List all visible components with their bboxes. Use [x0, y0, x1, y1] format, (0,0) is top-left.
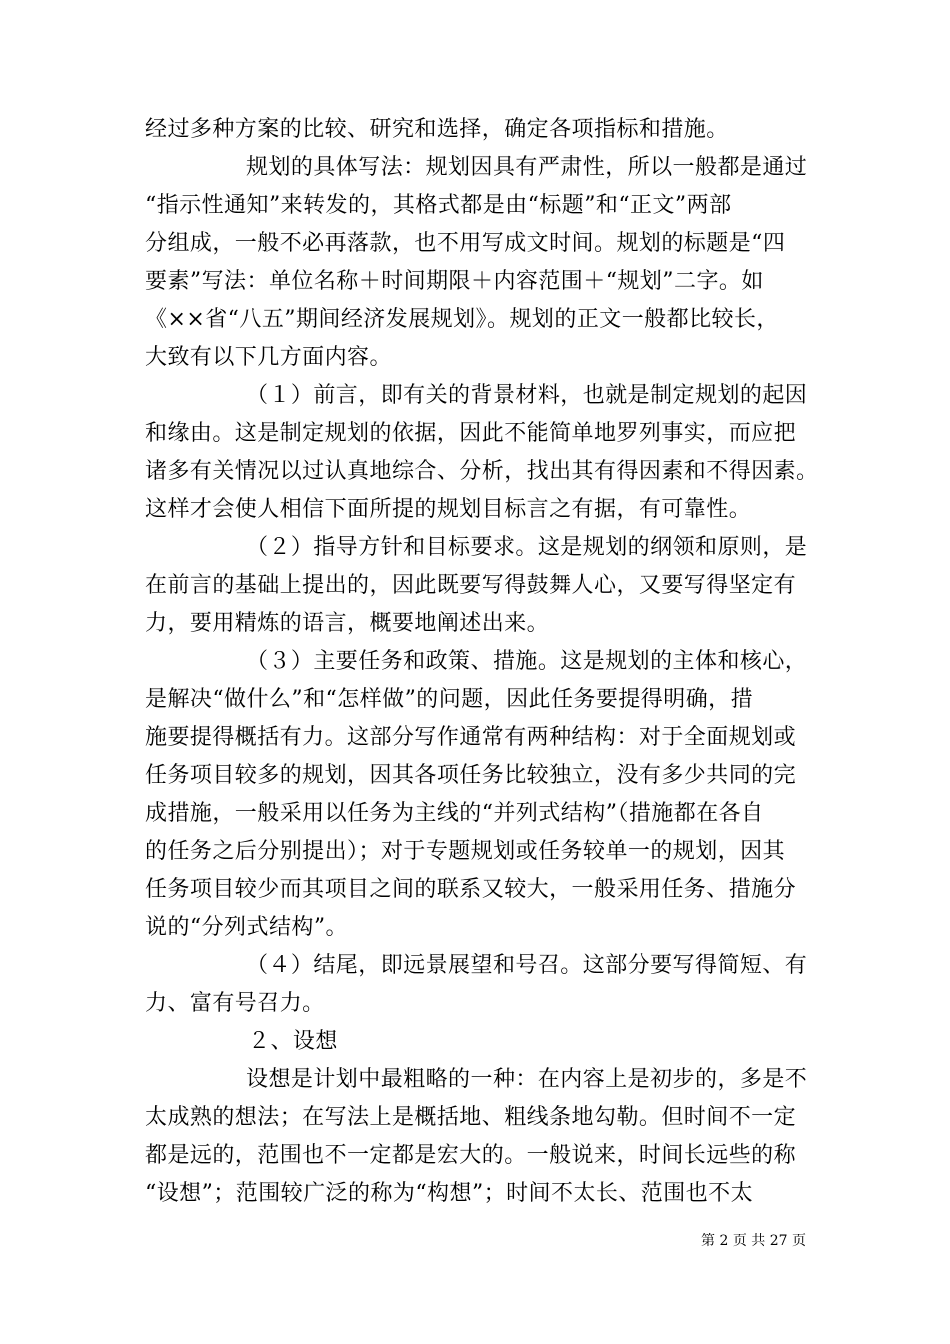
- text-line: 要素”写法：单位名称＋时间期限＋内容范围＋“规划”二字。如: [145, 269, 764, 294]
- text-line: 《××省“八五”期间经济发展规划》。规划的正文一般都比较长，: [145, 307, 779, 332]
- text-line: 在前言的基础上提出的，因此既要写得鼓舞人心，又要写得坚定有: [145, 573, 797, 598]
- text-line: （４）结尾，即远景展望和号召。这部分要写得简短、有: [246, 953, 808, 978]
- text-line: 说的“分列式结构”。: [145, 915, 348, 940]
- text-line: 和缘由。这是制定规划的依据，因此不能简单地罗列事实，而应把: [145, 421, 797, 446]
- text-line: 诸多有关情况以过认真地综合、分析，找出其有得因素和不得因素。: [145, 459, 819, 484]
- text-line: 都是远的，范围也不一定都是宏大的。一般说来，时间长远些的称: [145, 1143, 797, 1168]
- text-line: （２）指导方针和目标要求。这是规划的纲领和原则，是: [246, 535, 808, 560]
- section-heading: ２、设想: [248, 1029, 338, 1054]
- text-line: 任务项目较多的规划，因其各项任务比较独立，没有多少共同的完: [145, 763, 797, 788]
- text-line: “设想”；范围较广泛的称为“构想”；时间不太长、范围也不太: [145, 1181, 754, 1206]
- text-line: 规划的具体写法：规划因具有严肃性，所以一般都是通过: [246, 155, 808, 180]
- text-line: 经过多种方案的比较、研究和选择，确定各项指标和措施。: [145, 117, 729, 142]
- text-line: 这样才会使人相信下面所提的规划目标言之有据，有可靠性。: [145, 497, 752, 522]
- text-line: “指示性通知”来转发的，其格式都是由“标题”和“正文”两部: [145, 193, 732, 218]
- text-line: （３）主要任务和政策、措施。这是规划的主体和核心，: [246, 649, 808, 674]
- text-line: 分组成，一般不必再落款，也不用写成文时间。规划的标题是“四: [145, 231, 786, 256]
- page-number-footer: 第 2 页 共 27 页: [701, 1233, 806, 1249]
- text-line: 力，要用精炼的语言，概要地阐述出来。: [145, 611, 550, 636]
- text-line: 成措施，一般采用以任务为主线的“并列式结构”（措施都在各自: [145, 801, 764, 826]
- text-line: 的任务之后分别提出）；对于专题规划或任务较单一的规划，因其: [145, 839, 786, 864]
- text-line: 任务项目较少而其项目之间的联系又较大，一般采用任务、措施分: [145, 877, 797, 902]
- text-line: （１）前言，即有关的背景材料，也就是制定规划的起因: [246, 383, 808, 408]
- text-line: 大致有以下几方面内容。: [145, 345, 392, 370]
- text-line: 设想是计划中最粗略的一种：在内容上是初步的，多是不: [246, 1067, 808, 1092]
- text-line: 太成熟的想法；在写法上是概括地、粗线条地勾勒。但时间不一定: [145, 1105, 797, 1130]
- text-line: 施要提得概括有力。这部分写作通常有两种结构：对于全面规划或: [145, 725, 797, 750]
- text-line: 力、富有号召力。: [145, 991, 325, 1016]
- text-line: 是解决“做什么”和“怎样做”的问题，因此任务要提得明确，措: [145, 687, 754, 712]
